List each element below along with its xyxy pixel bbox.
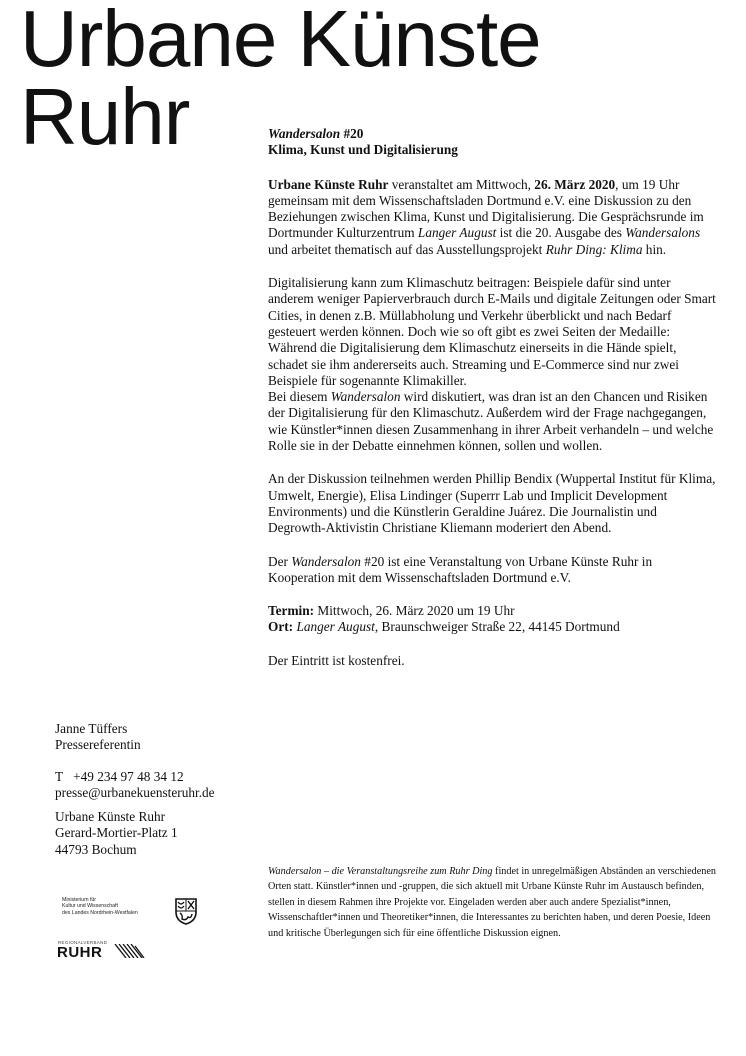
participants-paragraph: An der Diskussion teilnehmen werden Phillip Bendix (Wuppertal Institut für Klima, Umwelt, Energie), Elisa Lindinger (Superrr Lab und Implicit Development Environments) und die Künstlerin Geraldine Juárez. Die Journalistin und Degrowth-Aktivistin Christiane Kliemann moderiert den Abend. bbox=[268, 471, 716, 536]
venue-name: Langer August bbox=[417, 225, 497, 241]
intro-paragraph: Urbane Künste Ruhr veranstaltet am Mittwoch, 26. März 2020, um 19 Uhr gemeinsam mit dem Wissenschaftsladen Dortmund e.V. eine Diskussion zu den Beziehungen zwischen Klima, Kunst und Digitalisierung. Die Gesprächsrunde im Dortmunder Kulturzentrum Langer August ist die 20. Ausgabe des Wandersalons und arbeitet thematisch auf das Ausstellungsprojekt Ruhr Ding: Klima hin. bbox=[268, 176, 704, 257]
series-tagline: Wandersalon – die Veranstaltungsreihe zum Ruhr Ding bbox=[268, 866, 493, 877]
ministry-text: Ministerium für Kultur und Wissenschaft des Landes Nordrhein-Westfalen bbox=[62, 897, 138, 916]
rvr-stripes-icon bbox=[113, 944, 145, 958]
nrw-coat-of-arms-icon bbox=[174, 897, 198, 925]
event-date: 26. März 2020 bbox=[534, 176, 616, 192]
press-contact bbox=[55, 721, 255, 873]
admission-note: Der Eintritt ist kostenfrei. bbox=[268, 652, 405, 668]
series-text: findet in unregelmäßigen Abständen an verschiedenen Orten statt. Künstler*innen und -gruppen, die sich aktuell mit Urbane Künste Ruhr im Austausch befinden, stellen in diesem Rahmen ihre Projekte vor. Eingeladen werden aber auch andere Spezialist*innen, Wissenschaftler*innen und Theoretiker*innen, die Interessantes zu berichten haben, und deren Poesie, Ideen und kritische Überlegungen sich für eine öffentliche Diskussion eignen. bbox=[268, 866, 716, 939]
release-heading bbox=[268, 126, 716, 159]
termin-label: Termin: bbox=[268, 603, 315, 619]
ort-label: Ort: bbox=[268, 619, 294, 635]
ministry-logo bbox=[62, 897, 212, 931]
series-description bbox=[268, 864, 716, 941]
press-release-body bbox=[268, 126, 716, 686]
contact-address: Urbane Künste Ruhr Gerard-Mortier-Platz 1 44793 Bochum bbox=[55, 809, 178, 857]
release-series bbox=[268, 126, 716, 142]
contact-name: Janne Tüffers bbox=[55, 721, 128, 736]
contact-channels bbox=[55, 769, 255, 802]
discussion-paragraph: Bei diesem Wandersalon wird diskutiert, was dran ist an den Chancen und Risiken der Digitalisierung für den Klimaschutz. Außerdem wird der Frage nachgegangen, wie Künstler*innen diesen Zusammenhang in ihrer Arbeit verhandeln – und welche Rolle sie in der Debatte einnehmen können, sollen und wollen. bbox=[268, 389, 714, 454]
cooperation-paragraph: Der Wandersalon #20 ist eine Veranstaltung von Urbane Künste Ruhr in Kooperation mit dem Wissenschaftsladen Dortmund e.V. bbox=[268, 553, 653, 585]
regionalverband-ruhr-logo bbox=[57, 940, 157, 962]
ort-venue: Langer August bbox=[296, 619, 375, 635]
event-details bbox=[268, 603, 716, 636]
brand-line-1: Urbane Künste bbox=[20, 0, 541, 83]
org-name: Urbane Künste Ruhr bbox=[268, 176, 389, 192]
phone-label: T bbox=[55, 768, 64, 784]
release-subtitle: Klima, Kunst und Digitalisierung bbox=[268, 142, 458, 158]
ort-address: , Braunschweiger Straße 22, 44145 Dortmund bbox=[374, 619, 620, 635]
termin-value: Mittwoch, 26. März 2020 um 19 Uhr bbox=[314, 603, 515, 619]
topic-paragraph: Digitalisierung kann zum Klimaschutz beitragen: Beispiele dafür sind unter anderem weniger Papierverbrauch durch E-Mails und digitale Zeitungen oder Smart Cities, in denen z.B. Müllabholung und Verkehr überblickt und nach Bedarf gesteuert werden können. Doch wie so oft gibt es zwei Seiten der Medaille: Während die Digitalisierung dem Klimaschutz einerseits in die Hände spielt, schadet sie ihm andererseits auch. Streaming und E-Commerce sind nur zwei Beispiele für sogenannte Klimakiller. bbox=[268, 275, 716, 388]
rvr-big-text: RUHR bbox=[57, 944, 103, 961]
contact-role: Pressereferentin bbox=[55, 737, 141, 753]
contact-email[interactable]: presse@urbanekuensteruhr.de bbox=[55, 784, 215, 800]
contact-person bbox=[55, 721, 255, 754]
phone-number[interactable]: +49 234 97 48 34 12 bbox=[73, 768, 184, 784]
project-name: Ruhr Ding: Klima bbox=[545, 241, 643, 257]
rvr-small-text: REGIONALVERBAND bbox=[58, 940, 108, 945]
brand-line-2: Ruhr bbox=[20, 72, 190, 161]
series-name: Wandersalon bbox=[268, 126, 341, 141]
series-number: #20 bbox=[340, 126, 364, 141]
